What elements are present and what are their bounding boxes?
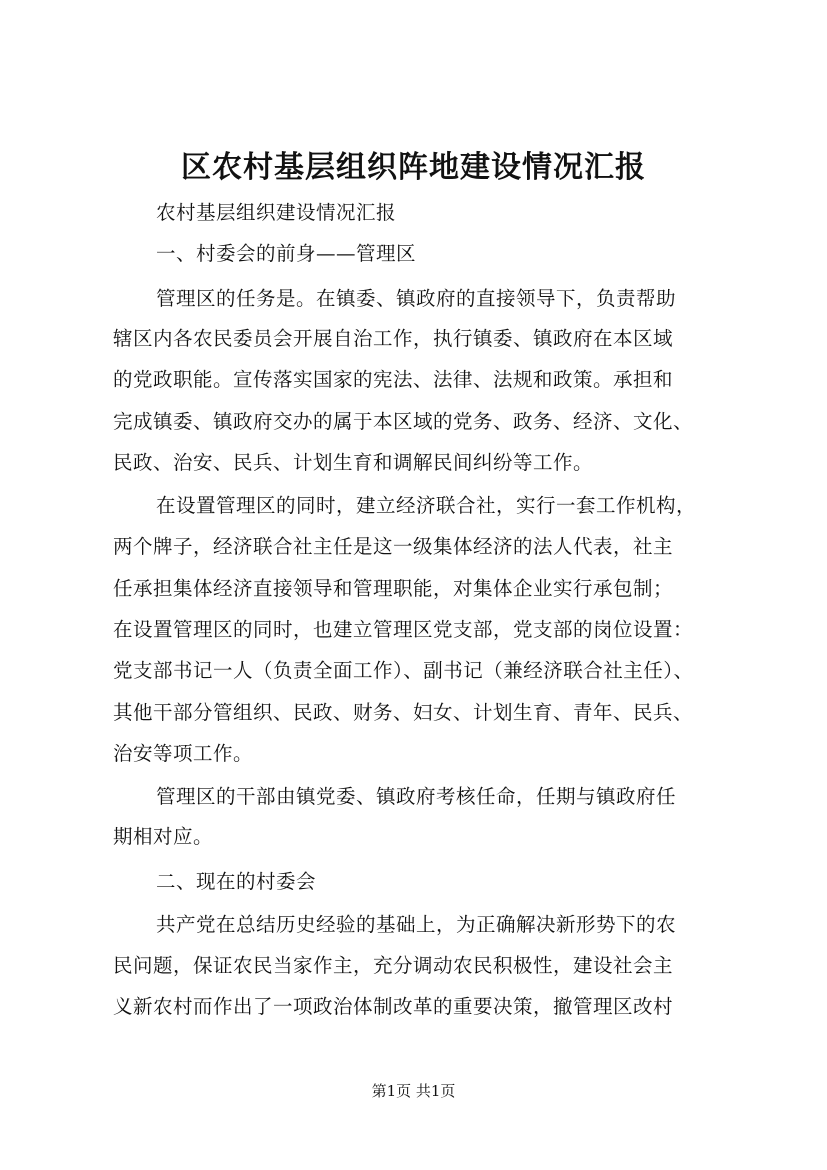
paragraph-line: 在设置管理区的同时，建立经济联合社，实行一套工作机构， (156, 494, 697, 517)
paragraph-line: 的党政职能。宣传落实国家的宪法、法律、法规和政策。承担和 (113, 368, 674, 391)
page-title: 区农村基层组织阵地建设情况汇报 (181, 150, 646, 185)
paragraph-line: 在设置管理区的同时，也建立管理区党支部，党支部的岗位设置： (113, 618, 694, 641)
paragraph-line: 民问题，保证农民当家作主，充分调动农民积极性，建设社会主 (113, 954, 674, 977)
paragraph-line: 治安等项工作。 (113, 742, 254, 765)
paragraph-line: 党支部书记一人（负责全面工作）、副书记（兼经济联合社主任）、 (113, 659, 694, 682)
paragraph-line: 完成镇委、镇政府交办的属于本区域的党务、政务、经济、文化、 (113, 410, 694, 433)
paragraph-line: 其他干部分管组织、民政、财务、妇女、计划生育、青年、民兵、 (113, 701, 694, 724)
paragraph-line: 管理区的干部由镇党委、镇政府考核任命，任期与镇政府任 (156, 785, 677, 808)
subtitle-line: 农村基层组织建设情况汇报 (156, 201, 397, 224)
paragraph-line: 管理区的任务是。在镇委、镇政府的直接领导下，负责帮助 (156, 287, 677, 310)
section-heading-2: 二、现在的村委会 (156, 870, 317, 893)
paragraph-line: 共产党在总结历史经验的基础上，为正确解决新形势下的农 (156, 913, 677, 936)
page-footer: 第1页 共1页 (371, 1082, 456, 1100)
section-heading-1: 一、村委会的前身——管理区 (156, 242, 417, 265)
paragraph-line: 期相对应。 (113, 825, 214, 848)
paragraph-line: 两个牌子，经济联合社主任是这一级集体经济的法人代表，社主 (113, 535, 674, 558)
paragraph-line: 民政、治安、民兵、计划生育和调解民间纠纷等工作。 (113, 451, 594, 474)
paragraph-line: 辖区内各农民委员会开展自治工作，执行镇委、镇政府在本区域 (113, 327, 674, 350)
paragraph-line: 任承担集体经济直接领导和管理职能，对集体企业实行承包制； (113, 577, 674, 600)
paragraph-line: 义新农村而作出了一项政治体制改革的重要决策，撤管理区改村 (113, 995, 674, 1018)
